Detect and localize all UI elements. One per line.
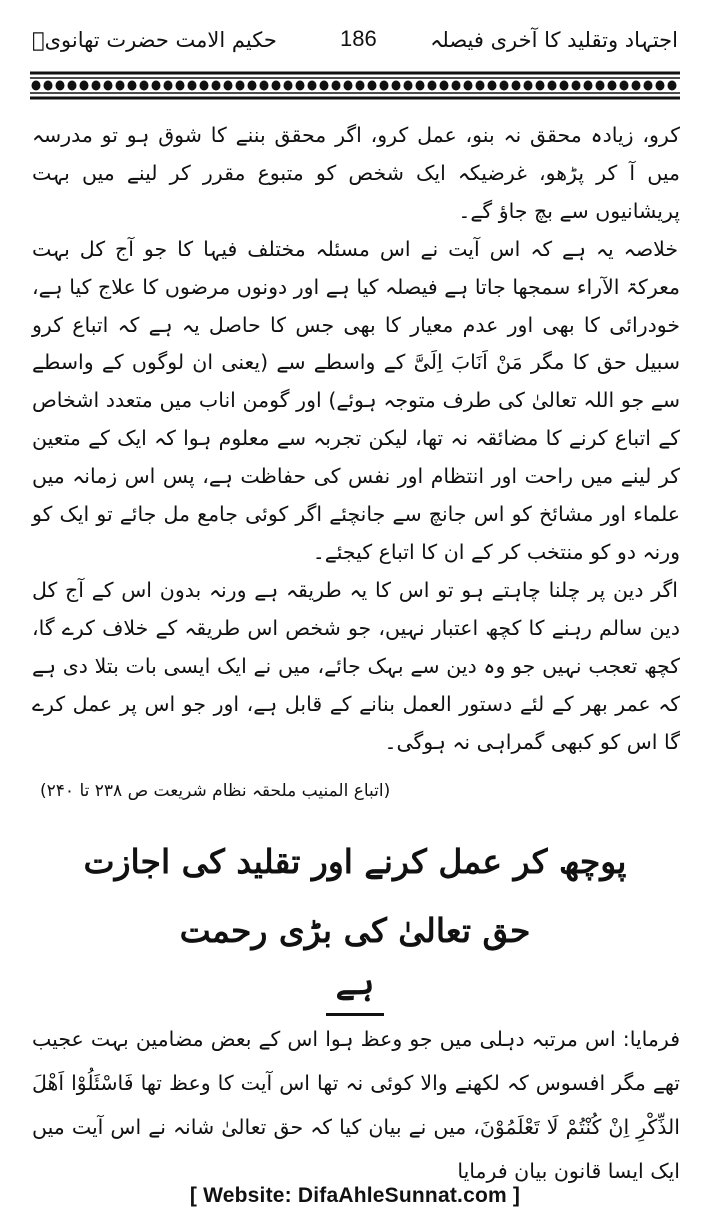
paragraph-1: کرو، زیادہ محقق نہ بنو، عمل کرو، اگر محقق بننے کا شوق ہو تو مدرسہ میں آ کر پڑھو، غرضیکہ ایک شخص کو متبوع مقرر کر لینے میں بہت پریشانیوں سے بچ جاؤ گے۔ xyxy=(32,123,680,223)
section-text xyxy=(32,1017,680,1193)
source-reference: (اتباع المنیب ملحقہ نظام شریعت ص ۲۳۸ تا ۲۴۰) xyxy=(40,781,391,801)
book-title: اجتہاد وتقلید کا آخری فیصلہ xyxy=(430,28,678,52)
header-ornament-divider xyxy=(30,70,680,100)
website-footer: [ Website: DifaAhleSunnat.com ] xyxy=(189,1184,521,1207)
section-paragraph: فرمایا: اس مرتبہ دہلی میں جو وعظ ہوا اس کے بعض مضامین بہت عجیب تھے مگر افسوس کہ لکھنے والا کوئی نہ تھا اس آیت کا وعظ تھا فَاسْئَلُوْا اَھْلَ الذِّکْرِ اِنْ کُنْتُمْ لَا تَعْلَمُوْنَ، میں نے بیان کیا کہ حق تعالیٰ شانہ نے اس آیت میں ایک ایسا قانون بیان فرمایا xyxy=(32,1027,680,1183)
paragraph-3: اگر دین پر چلنا چاہتے ہو تو اس کا یہ طریقہ ہے ورنہ بدون اس کے آج کل دین سالم رہنے کا کچھ اعتبار نہیں، جو شخص اس طریقہ کے خلاف کرے گا، کچھ تعجب نہیں جو وہ دین سے بہک جائے، میں نے ایک ایسی بات بتلا دی ہے کہ عمر بھر کے لئے دستور العمل بنانے کے قابل ہے، اور جو اس پر عمل کرے گا اس کو کبھی گمراہی نہ ہوگی۔ xyxy=(32,577,680,754)
main-text xyxy=(32,117,680,761)
author-name: حکیم الامت حضرت تھانویؒ xyxy=(32,28,277,52)
paragraph-2: خلاصہ یہ ہے کہ اس آیت نے اس مسئلہ مختلف فیہا کا جو آج کل بہت معرکۃ الآراء سمجھا جاتا ہے فیصلہ کیا ہے اور دونوں مرضوں کا علاج کیا ہے، خودرائی کا بھی اور عدم معیار کا بھی جس کا حاصل یہ ہے کہ اتباع کرو سبیل حق کا مگر مَنْ اَنَابَ اِلَیَّ کے واسطے سے (یعنی ان لوگوں کے واسطے سے جو اللہ تعالیٰ کی طرف متوجہ ہوئے) اور گومن اناب میں متعدد اشخاص کے اتباع کرنے کا مضائقہ نہ تھا، لیکن تجربہ سے معلوم ہوا کہ ایک کے متعین کر لینے میں راحت اور انتظام اور نفس کی حفاظت ہے، پس اس زمانہ میں علماء اور مشائخ کو اس جانچ سے جانچئے اگر کوئی جامع مل جائے تو ایک کو ورنہ دو کو منتخب کر کے ان کا اتباع کیجئے۔ xyxy=(32,236,680,564)
section-heading-line-2-text: حق تعالیٰ کی بڑی رحمت xyxy=(179,911,531,950)
page-header xyxy=(30,22,680,62)
section-heading-line-1: پوچھ کر عمل کرنے اور تقلید کی اجازت xyxy=(83,842,627,881)
section-heading-line-3: ہے xyxy=(326,957,385,1016)
page-number: 186 xyxy=(340,26,377,51)
section-heading-line-2 xyxy=(0,905,710,1016)
